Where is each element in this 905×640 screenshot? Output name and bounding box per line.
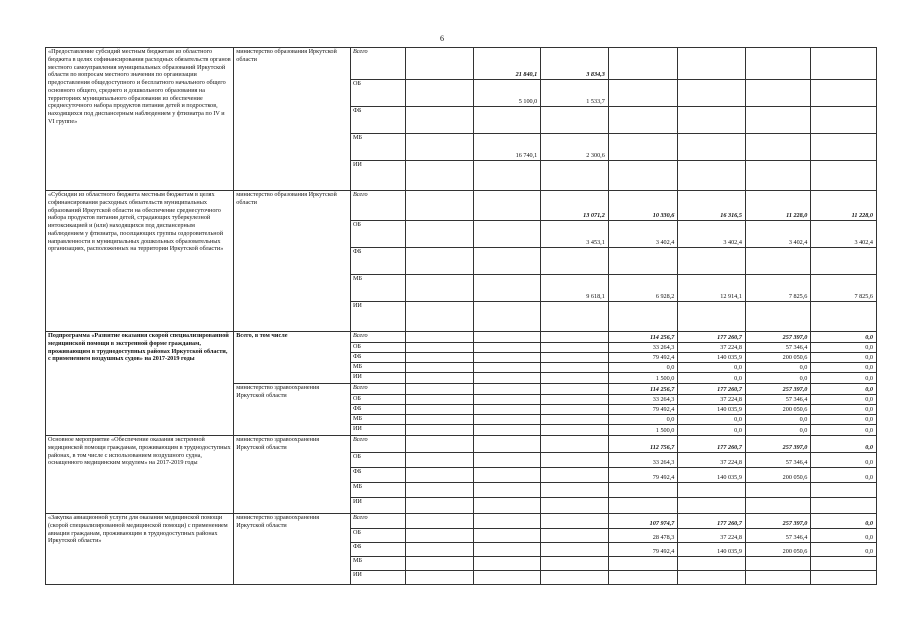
value-cell [541, 384, 609, 395]
value-cell [608, 107, 678, 134]
value-cell [406, 302, 474, 332]
funding-source: ФБ [350, 248, 405, 275]
value-cell [678, 557, 746, 571]
value-cell [811, 80, 877, 107]
value-cell: 7 825,6 [811, 275, 877, 302]
value-cell [811, 248, 877, 275]
value-cell: 112 756,7 [608, 436, 678, 453]
funding-source: Всего [350, 191, 405, 221]
value-cell: 0,0 [811, 436, 877, 453]
value-cell [541, 514, 609, 529]
value-cell: 0,0 [811, 425, 877, 436]
funding-source: ОБ [350, 343, 405, 353]
value-cell [678, 302, 746, 332]
value-cell [473, 363, 541, 373]
value-cell: 0,0 [811, 453, 877, 468]
funding-source: МБ [350, 134, 405, 161]
value-cell [608, 48, 678, 80]
table-row [46, 436, 877, 453]
value-cell: 2 300,6 [541, 134, 609, 161]
value-cell [406, 425, 474, 436]
value-cell: 0,0 [608, 363, 678, 373]
value-cell [745, 248, 810, 275]
value-cell: 0,0 [678, 373, 746, 384]
value-cell: 0,0 [811, 363, 877, 373]
funding-source: Всего [350, 514, 405, 529]
value-cell [745, 483, 810, 498]
value-cell: 177 260,7 [678, 332, 746, 343]
value-cell [406, 275, 474, 302]
value-cell: 257 397,0 [745, 514, 810, 529]
value-cell: 57 346,4 [745, 529, 810, 543]
value-cell: 13 071,2 [541, 191, 609, 221]
table-row [46, 332, 877, 343]
funding-source: ФБ [350, 468, 405, 483]
value-cell: 140 035,9 [678, 543, 746, 557]
value-cell [473, 395, 541, 405]
table-row [46, 48, 877, 80]
value-cell: 37 224,8 [678, 343, 746, 353]
value-cell [541, 415, 609, 425]
value-cell [406, 498, 474, 514]
value-cell: 140 035,9 [678, 353, 746, 363]
measure-name: «Предоставление субсидий местным бюджетам из областного бюджета в целях софинансирования расходных обязательств органов местного самоуправления муниципальных образований Иркутской области по вопросам местного значения по организации предоставления общедоступного и бесплатного начального общего основного общего, среднего и дошкольного образования на территориях муниципального образования из обеспечение среднесуточного набора продуктов питания детей и подростков, находящихся под диспансерным наблюдением у фтизиатра по IV и VI группе» [46, 48, 234, 191]
value-cell [745, 498, 810, 514]
funding-source: ИИ [350, 161, 405, 191]
value-cell [406, 48, 474, 80]
value-cell: 0,0 [678, 363, 746, 373]
value-cell: 200 050,6 [745, 468, 810, 483]
value-cell [678, 483, 746, 498]
value-cell: 114 256,7 [608, 332, 678, 343]
value-cell [541, 363, 609, 373]
budget-table [45, 47, 877, 585]
funding-source: ФБ [350, 353, 405, 363]
value-cell [541, 107, 609, 134]
value-cell [473, 353, 541, 363]
value-cell [473, 343, 541, 353]
value-cell [541, 248, 609, 275]
value-cell [473, 543, 541, 557]
value-cell [745, 557, 810, 571]
funding-source: МБ [350, 363, 405, 373]
executor: министерство образования Иркутской области [234, 48, 351, 191]
value-cell [541, 425, 609, 436]
value-cell: 37 224,8 [678, 395, 746, 405]
value-cell: 16 740,1 [473, 134, 541, 161]
value-cell: 0,0 [811, 373, 877, 384]
value-cell: 200 050,6 [745, 353, 810, 363]
value-cell [406, 107, 474, 134]
value-cell [406, 514, 474, 529]
value-cell: 0,0 [678, 425, 746, 436]
funding-source: ОБ [350, 80, 405, 107]
value-cell [406, 395, 474, 405]
value-cell: 177 260,7 [678, 384, 746, 395]
value-cell: 79 492,4 [608, 353, 678, 363]
value-cell [678, 80, 746, 107]
value-cell [608, 557, 678, 571]
value-cell [473, 248, 541, 275]
value-cell [745, 302, 810, 332]
value-cell [541, 343, 609, 353]
value-cell: 0,0 [745, 415, 810, 425]
value-cell [406, 221, 474, 248]
value-cell: 257 397,0 [745, 436, 810, 453]
value-cell: 57 346,4 [745, 453, 810, 468]
funding-source: Всего [350, 48, 405, 80]
value-cell: 3 453,1 [541, 221, 609, 248]
value-cell [406, 453, 474, 468]
value-cell [406, 483, 474, 498]
value-cell: 79 492,4 [608, 468, 678, 483]
value-cell: 0,0 [745, 373, 810, 384]
value-cell: 200 050,6 [745, 405, 810, 415]
value-cell: 0,0 [745, 363, 810, 373]
value-cell [473, 557, 541, 571]
funding-source: ИИ [350, 373, 405, 384]
page-number: 6 [440, 34, 444, 43]
funding-source: ФБ [350, 107, 405, 134]
value-cell [678, 161, 746, 191]
value-cell: 10 330,6 [608, 191, 678, 221]
value-cell [541, 498, 609, 514]
subprogram-name: Подпрограмма «Развитие оказания скорой специализированной медицинской помощи в экстренной форме гражданам, проживающим в труднодоступных районах Иркутской области, с применением воздушных судов» на 2017-2019 годы [46, 332, 234, 436]
value-cell: 37 224,8 [678, 529, 746, 543]
value-cell [406, 557, 474, 571]
value-cell: 16 316,5 [678, 191, 746, 221]
value-cell [406, 571, 474, 585]
value-cell: 107 974,7 [608, 514, 678, 529]
funding-source: ИИ [350, 425, 405, 436]
value-cell [473, 191, 541, 221]
value-cell: 3 402,4 [811, 221, 877, 248]
value-cell [745, 134, 810, 161]
value-cell [745, 107, 810, 134]
value-cell: 11 228,0 [745, 191, 810, 221]
value-cell [541, 332, 609, 343]
value-cell [406, 332, 474, 343]
value-cell [473, 332, 541, 343]
value-cell: 0,0 [811, 395, 877, 405]
value-cell [678, 134, 746, 161]
funding-source: ОБ [350, 221, 405, 248]
value-cell: 0,0 [608, 415, 678, 425]
value-cell: 0,0 [811, 384, 877, 395]
value-cell: 1 533,7 [541, 80, 609, 107]
value-cell: 257 397,0 [745, 384, 810, 395]
value-cell [473, 161, 541, 191]
value-cell: 79 492,4 [608, 543, 678, 557]
value-cell [608, 248, 678, 275]
executor: министерство здравоохранения Иркутской области [234, 436, 351, 514]
value-cell [406, 353, 474, 363]
value-cell: 0,0 [811, 353, 877, 363]
value-cell: 57 346,4 [745, 395, 810, 405]
value-cell: 3 834,3 [541, 48, 609, 80]
value-cell [811, 48, 877, 80]
funding-source: ИИ [350, 498, 405, 514]
value-cell [406, 436, 474, 453]
value-cell [811, 107, 877, 134]
value-cell [678, 571, 746, 585]
value-cell [811, 134, 877, 161]
value-cell [541, 543, 609, 557]
value-cell [541, 405, 609, 415]
value-cell [406, 343, 474, 353]
value-cell [473, 415, 541, 425]
value-cell [541, 557, 609, 571]
value-cell [473, 436, 541, 453]
value-cell: 6 928,2 [608, 275, 678, 302]
value-cell [541, 468, 609, 483]
value-cell: 57 346,4 [745, 343, 810, 353]
value-cell [473, 453, 541, 468]
funding-source: ИИ [350, 571, 405, 585]
value-cell: 33 264,3 [608, 343, 678, 353]
value-cell [811, 557, 877, 571]
value-cell [406, 161, 474, 191]
value-cell: 0,0 [745, 425, 810, 436]
value-cell [541, 161, 609, 191]
value-cell [406, 384, 474, 395]
value-cell: 0,0 [811, 543, 877, 557]
value-cell: 7 825,6 [745, 275, 810, 302]
funding-source: МБ [350, 275, 405, 302]
value-cell [406, 80, 474, 107]
value-cell: 0,0 [811, 415, 877, 425]
value-cell [406, 405, 474, 415]
value-cell [811, 161, 877, 191]
value-cell [473, 405, 541, 415]
value-cell [406, 373, 474, 384]
value-cell: 79 492,4 [608, 405, 678, 415]
value-cell: 0,0 [811, 332, 877, 343]
value-cell: 1 500,0 [608, 425, 678, 436]
value-cell [473, 498, 541, 514]
executor: министерство здравоохранения Иркутской области [234, 514, 351, 585]
value-cell: 0,0 [811, 514, 877, 529]
value-cell: 177 260,7 [678, 436, 746, 453]
value-cell [473, 107, 541, 134]
value-cell [745, 80, 810, 107]
value-cell [678, 498, 746, 514]
value-cell [406, 468, 474, 483]
table-row [46, 514, 877, 529]
value-cell: 3 402,4 [608, 221, 678, 248]
funding-source: ОБ [350, 453, 405, 468]
value-cell: 9 618,1 [541, 275, 609, 302]
value-cell: 21 840,1 [473, 48, 541, 80]
funding-source: Всего [350, 436, 405, 453]
value-cell [473, 483, 541, 498]
value-cell [541, 353, 609, 363]
value-cell: 0,0 [811, 529, 877, 543]
value-cell: 37 224,8 [678, 453, 746, 468]
measure-name: «Субсидии из областного бюджета местным бюджетам в целях софинансирования расходных обязательств муниципальных образований Иркутской области на обеспечение среднесуточного набора продуктов питания детей, страдающих туберкулезной интоксикацией и (или) находящихся под диспансерным наблюдением у фтизиатра, посещающих группы оздоровительной направленности в муниципальных дошкольных образовательных организациях, расположенных на территории Иркутской области» [46, 191, 234, 332]
value-cell [541, 571, 609, 585]
value-cell [608, 161, 678, 191]
value-cell [541, 395, 609, 405]
value-cell [541, 529, 609, 543]
value-cell: 3 402,4 [678, 221, 746, 248]
value-cell [608, 483, 678, 498]
value-cell: 11 228,0 [811, 191, 877, 221]
funding-source: Всего [350, 384, 405, 395]
value-cell [811, 483, 877, 498]
measure-name: Основное мероприятие «Обеспечение оказания экстренной медицинской помощи гражданам, проживающим в труднодоступных районах, в том числе с использованием воздушного судна, оснащенного медицинским модулем» на 2017-2019 годы [46, 436, 234, 514]
value-cell: 0,0 [811, 405, 877, 415]
funding-source: ОБ [350, 529, 405, 543]
funding-source: ОБ [350, 395, 405, 405]
value-cell: 28 478,3 [608, 529, 678, 543]
value-cell [608, 498, 678, 514]
value-cell: 140 035,9 [678, 468, 746, 483]
value-cell [473, 468, 541, 483]
executor: министерство здравоохранения Иркутской области [234, 384, 351, 436]
value-cell [608, 134, 678, 161]
executor: Всего, в том числе [234, 332, 351, 384]
value-cell [406, 529, 474, 543]
value-cell [406, 248, 474, 275]
value-cell [811, 498, 877, 514]
value-cell [745, 161, 810, 191]
measure-name: «Закупка авиационной услуги для оказания медицинской помощи (скорой специализированной медицинской помощи) с применением авиации гражданам, проживающим в труднодоступных районах Иркутской области» [46, 514, 234, 585]
value-cell [473, 529, 541, 543]
value-cell [541, 302, 609, 332]
value-cell [745, 48, 810, 80]
funding-source: ИИ [350, 302, 405, 332]
value-cell [406, 134, 474, 161]
funding-source: Всего [350, 332, 405, 343]
value-cell: 3 402,4 [745, 221, 810, 248]
funding-source: ФБ [350, 543, 405, 557]
table-row [46, 191, 877, 221]
value-cell [608, 302, 678, 332]
value-cell [608, 80, 678, 107]
value-cell [406, 543, 474, 557]
value-cell [473, 384, 541, 395]
value-cell: 0,0 [678, 415, 746, 425]
value-cell [473, 275, 541, 302]
value-cell: 33 264,3 [608, 395, 678, 405]
value-cell [473, 425, 541, 436]
value-cell: 33 264,3 [608, 453, 678, 468]
value-cell [541, 373, 609, 384]
value-cell: 0,0 [811, 468, 877, 483]
value-cell: 1 500,0 [608, 373, 678, 384]
value-cell [608, 571, 678, 585]
value-cell [541, 436, 609, 453]
value-cell [473, 302, 541, 332]
value-cell: 177 260,7 [678, 514, 746, 529]
value-cell [541, 453, 609, 468]
value-cell [811, 571, 877, 585]
value-cell [406, 191, 474, 221]
value-cell [745, 571, 810, 585]
value-cell [473, 373, 541, 384]
value-cell: 257 397,0 [745, 332, 810, 343]
value-cell: 114 256,7 [608, 384, 678, 395]
value-cell: 12 914,1 [678, 275, 746, 302]
funding-source: МБ [350, 483, 405, 498]
value-cell [678, 107, 746, 134]
funding-source: МБ [350, 415, 405, 425]
value-cell [678, 248, 746, 275]
value-cell [473, 571, 541, 585]
value-cell [541, 483, 609, 498]
value-cell: 0,0 [811, 343, 877, 353]
value-cell [811, 302, 877, 332]
value-cell: 5 100,0 [473, 80, 541, 107]
value-cell [678, 48, 746, 80]
value-cell [473, 514, 541, 529]
funding-source: ФБ [350, 405, 405, 415]
value-cell: 140 035,9 [678, 405, 746, 415]
funding-source: МБ [350, 557, 405, 571]
value-cell [406, 415, 474, 425]
value-cell [473, 221, 541, 248]
executor: министерство образования Иркутской области [234, 191, 351, 332]
value-cell: 200 050,6 [745, 543, 810, 557]
value-cell [406, 363, 474, 373]
